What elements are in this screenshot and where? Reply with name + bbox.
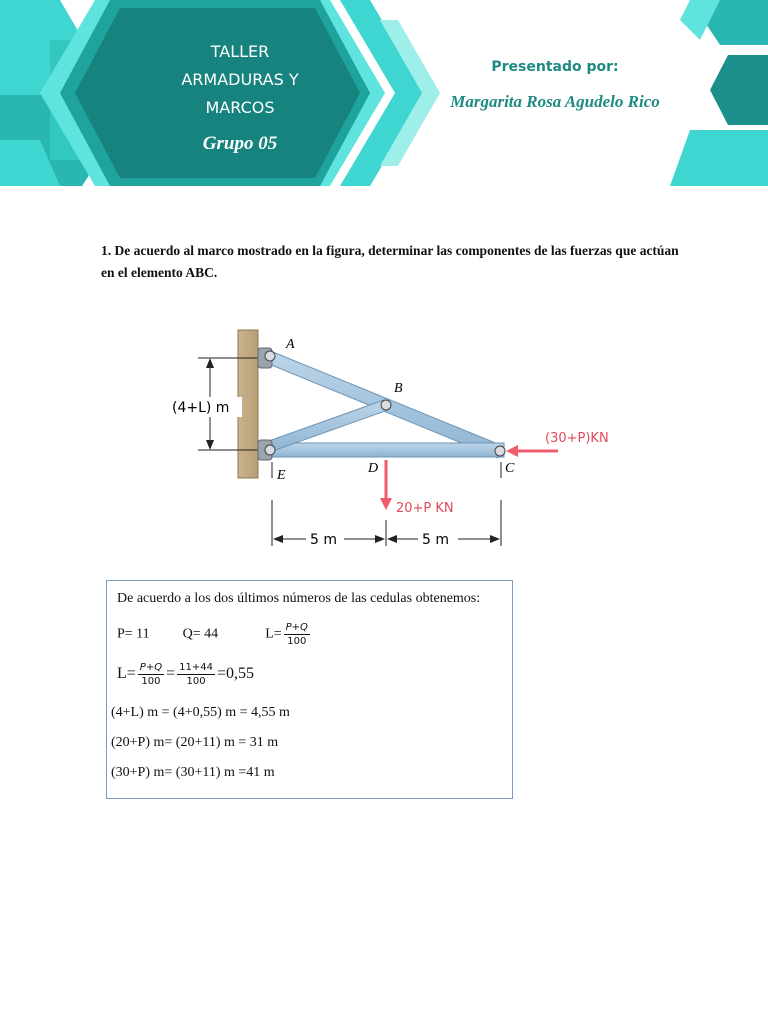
point-d-label: D [368,461,379,476]
title-line: ARMADURAS Y [181,70,299,89]
arrow-head-icon [273,535,283,543]
calc-height-line: (4+L) m = (4+0,55) m = 4,55 m [111,705,290,720]
fraction-numerator: 11+44 [179,662,213,673]
q-value: Q= 44 [182,626,219,642]
fraction-denominator: 100 [141,676,161,687]
question-text: 1. De acuerdo al marco mostrado en la figura, determinar las componentes de las fuerzas que actúan en el elemento ABC. [101,243,679,280]
fraction-denominator: 100 [186,676,206,687]
height-label: (4+L) m [172,400,230,416]
title-line: MARCOS [205,98,275,117]
calc-l-row [117,661,254,688]
l-prefix: L= [117,665,136,683]
group-label: Grupo 05 [202,133,278,154]
p-value: P= 11 [117,626,150,642]
arrow-head-icon [375,535,385,543]
l-fraction [284,621,310,648]
pin-c-icon [495,446,505,456]
dimension-left-label: 5 m [310,532,337,548]
arrow-head-icon [506,445,518,457]
calculation-box [106,580,513,799]
author-name: Margarita Rosa Agudelo Rico [450,92,660,111]
equals-sign: = [166,665,176,683]
force-d-label: 20+P KN [396,501,454,516]
header-banner [0,0,768,186]
dimension-right-label: 5 m [422,532,449,548]
fraction-numerator: P+Q [285,622,308,633]
l-result: =0,55 [216,665,254,683]
fraction-numerator: P+Q [139,662,163,673]
pin-e-icon [265,445,275,455]
member-ec [264,443,504,457]
arrow-head-icon [490,535,500,543]
arrow-head-icon [206,358,214,368]
calc-variables-row [117,621,312,648]
pin-a-icon [265,351,275,361]
arrow-head-icon [206,440,214,450]
calc-20p-line: (20+P) m= (20+11) m = 31 m [111,735,279,750]
pin-b-icon [381,400,391,410]
l-prefix: L= [265,626,282,642]
fraction-denominator: 100 [287,636,307,647]
l-fraction [138,661,164,688]
title-line: TALLER [210,42,270,61]
calc-30p-line: (30+P) m= (30+11) m =41 m [111,765,275,780]
arrow-head-icon [387,535,397,543]
frame-diagram [160,320,640,560]
force-c-label: (30+P)KN [545,431,609,446]
calc-intro: De acuerdo a los dos últimos números de las cedulas obtenemos: [117,591,481,606]
presented-by-label: Presentado por: [491,59,619,75]
arrow-head-icon [380,498,392,510]
point-e-label: E [277,468,286,483]
point-a-label: A [286,337,295,352]
point-c-label: C [505,461,515,476]
point-b-label: B [394,381,403,396]
hexagon-shape [670,130,768,186]
l-numeric-fraction [177,661,215,688]
hexagon-shape [710,55,768,125]
workshop-title [140,38,340,122]
